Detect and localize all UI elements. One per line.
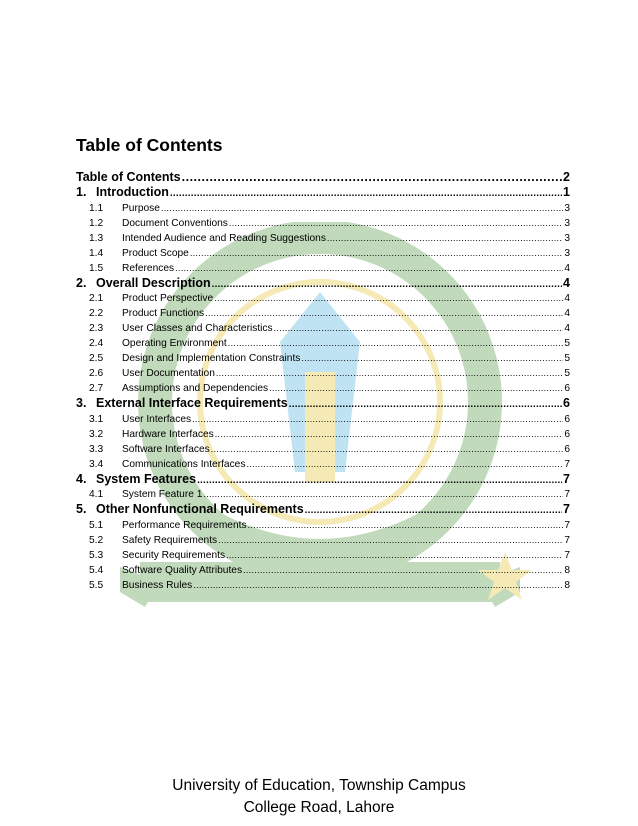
toc-entry-page: 5 — [564, 353, 570, 364]
toc-entry-number: 3. — [76, 396, 87, 410]
toc-section-2-4[interactable] — [76, 336, 570, 351]
toc-section-5-2[interactable] — [76, 533, 570, 548]
toc-chapter-3[interactable] — [76, 396, 570, 412]
toc-section-2-2[interactable] — [76, 306, 570, 321]
toc-entry-number: 5. — [76, 502, 87, 516]
toc-entry-number: 2.7 — [89, 383, 104, 394]
toc-section-4-1[interactable] — [76, 487, 570, 502]
toc-entry-label: User Interfaces — [122, 413, 192, 425]
toc-entry-page: 6 — [563, 396, 570, 410]
toc-entry-label: Software Quality Attributes — [122, 564, 243, 576]
toc-entry-label: Product Scope — [122, 247, 189, 259]
toc-entry-number: 1.4 — [89, 247, 104, 259]
dot-leader — [190, 246, 564, 261]
dot-leader — [229, 216, 563, 231]
toc-entry-number: 1.2 — [89, 217, 104, 229]
toc-entry-number: 2. — [76, 275, 87, 290]
toc-entry-number: 2.5 — [89, 353, 104, 364]
toc-entry-page: 7 — [563, 502, 570, 516]
toc-entry-page: 6 — [564, 383, 570, 394]
dot-leader — [182, 169, 562, 185]
dot-leader — [170, 185, 562, 201]
toc-entry-label: External Interface Requirements — [96, 396, 288, 410]
toc-section-5-1[interactable] — [76, 518, 570, 533]
toc-entry-number: 1.5 — [89, 262, 104, 274]
toc-section-2-7[interactable] — [76, 381, 570, 396]
footer-address — [0, 775, 638, 819]
toc-entry-label: Introduction — [96, 185, 169, 199]
dot-leader — [212, 276, 562, 292]
toc-entry-number: 5.3 — [89, 549, 104, 561]
toc-entry-label: Software Interfaces — [122, 443, 210, 455]
toc-entry-number: 4.1 — [89, 489, 104, 500]
toc-chapter-5[interactable] — [76, 502, 570, 518]
toc-entry-label: User Documentation — [122, 368, 215, 379]
toc-entry-page: 7 — [564, 549, 570, 561]
toc-entry-number: 4. — [76, 471, 87, 486]
toc-entry-page: 3 — [564, 247, 570, 259]
toc-entry-label: Product Perspective — [122, 293, 214, 304]
toc-entry-page: 6 — [564, 413, 570, 425]
toc-entry-number: 5.5 — [89, 579, 104, 591]
toc-entry-page: 2 — [563, 170, 570, 184]
toc-entry-page: 4 — [564, 293, 570, 304]
toc-entry-number: 5.1 — [89, 519, 104, 531]
toc-entry-label: Product Functions — [122, 308, 205, 319]
dot-leader — [175, 261, 563, 276]
toc-chapter-1[interactable] — [76, 185, 570, 201]
toc-entry-page: 8 — [564, 579, 570, 591]
dot-leader — [246, 457, 563, 472]
toc-section-2-1[interactable] — [76, 291, 570, 306]
dot-leader — [214, 291, 563, 306]
toc-entry-label: Overall Description — [96, 275, 211, 290]
dot-leader — [205, 306, 563, 321]
toc-entry-page: 5 — [564, 368, 570, 379]
toc-section-5-4[interactable] — [76, 563, 570, 578]
toc-entry-label: Other Nonfunctional Requirements — [96, 502, 304, 516]
toc-entry-page: 8 — [564, 564, 570, 576]
toc-section-1-4[interactable] — [76, 246, 570, 261]
toc-section-1-5[interactable] — [76, 261, 570, 276]
toc-section-2-6[interactable] — [76, 366, 570, 381]
toc-entry-page: 7 — [564, 489, 570, 500]
dot-leader — [161, 201, 563, 216]
dot-leader — [269, 381, 563, 396]
toc-entry-label: Design and Implementation Constraints — [122, 353, 301, 364]
toc-section-5-3[interactable] — [76, 548, 570, 563]
toc-entry-number: 3.2 — [89, 428, 104, 440]
toc-entry-page: 7 — [564, 519, 570, 531]
dot-leader — [193, 578, 563, 593]
toc-entry-label: Table of Contents — [76, 170, 181, 184]
toc-entry-label: Safety Requirements — [122, 534, 218, 546]
toc-entry-page: 3 — [564, 202, 570, 214]
toc-entry-number: 5.4 — [89, 564, 104, 576]
footer-line-campus: University of Education, Township Campus — [172, 777, 466, 794]
toc-section-1-3[interactable] — [76, 231, 570, 246]
toc-entry-page: 4 — [564, 308, 570, 319]
dot-leader — [228, 336, 564, 351]
toc-entry-page: 3 — [564, 232, 570, 244]
toc-entry-number: 2.4 — [89, 338, 104, 349]
toc-chapter-2[interactable] — [76, 276, 570, 292]
dot-leader — [203, 487, 563, 502]
toc-entry-label: Purpose — [122, 202, 160, 214]
toc-section-3-3[interactable] — [76, 442, 570, 457]
dot-leader — [218, 533, 563, 548]
toc-section-3-2[interactable] — [76, 427, 570, 442]
dot-leader — [248, 518, 564, 533]
toc-entry-number: 1.1 — [89, 202, 104, 214]
toc-heading: Table of Contents — [76, 135, 223, 155]
toc-entry-number: 2.1 — [89, 293, 104, 304]
toc-entry-page: 3 — [564, 217, 570, 229]
toc-entry-page: 4 — [564, 262, 570, 274]
toc-section-3-4[interactable] — [76, 457, 570, 472]
toc-entry-label: References — [122, 262, 175, 274]
toc-entry-page: 6 — [564, 443, 570, 455]
toc-entry-label: Operating Environment — [122, 338, 227, 349]
toc-entry-number: 1. — [76, 185, 87, 199]
toc-entry-label: Hardware Interfaces — [122, 428, 214, 440]
toc-section-3-1[interactable] — [76, 412, 570, 427]
toc-entry-table-of-contents[interactable] — [76, 169, 570, 185]
toc-entry-page: 4 — [564, 323, 570, 334]
toc-entry-page: 5 — [564, 338, 570, 349]
dot-leader — [216, 366, 563, 381]
toc-entry-label: Communications Interfaces — [122, 458, 246, 470]
dot-leader — [226, 548, 563, 563]
dot-leader — [301, 351, 563, 366]
toc-entry-number: 2.3 — [89, 323, 104, 334]
dot-leader — [327, 231, 563, 246]
dot-leader — [192, 412, 563, 427]
toc-entry-page: 7 — [563, 471, 570, 486]
toc-entry-label: Security Requirements — [122, 549, 226, 561]
dot-leader — [289, 396, 562, 412]
table-of-contents — [76, 135, 570, 593]
toc-entry-label: Business Rules — [122, 579, 193, 591]
toc-chapter-4[interactable] — [76, 472, 570, 488]
dot-leader — [197, 472, 562, 488]
toc-entry-number: 1.3 — [89, 232, 104, 244]
footer-line-road: College Road, Lahore — [243, 799, 395, 816]
toc-entry-number: 3.1 — [89, 413, 104, 425]
dot-leader — [274, 321, 564, 336]
toc-entry-page: 6 — [564, 428, 570, 440]
toc-section-2-5[interactable] — [76, 351, 570, 366]
toc-entry-number: 3.3 — [89, 443, 104, 455]
toc-entry-label: System Features — [96, 471, 197, 486]
toc-entry-number: 5.2 — [89, 534, 104, 546]
dot-leader — [243, 563, 563, 578]
toc-entry-label: System Feature 1 — [122, 489, 203, 500]
toc-entry-page: 4 — [563, 275, 570, 290]
toc-section-5-5[interactable] — [76, 578, 570, 593]
toc-entry-number: 2.6 — [89, 368, 104, 379]
toc-section-2-3[interactable] — [76, 321, 570, 336]
toc-list — [76, 169, 570, 593]
dot-leader — [211, 442, 564, 457]
toc-entry-page: 1 — [563, 185, 570, 199]
toc-entry-label: Document Conventions — [122, 217, 228, 229]
toc-section-1-1[interactable] — [76, 201, 570, 216]
toc-entry-label: Performance Requirements — [122, 519, 247, 531]
toc-section-1-2[interactable] — [76, 216, 570, 231]
toc-entry-label: Intended Audience and Reading Suggestions — [122, 232, 326, 244]
dot-leader — [305, 502, 562, 518]
toc-entry-number: 3.4 — [89, 458, 104, 470]
toc-entry-label: Assumptions and Dependencies — [122, 383, 269, 394]
toc-entry-page: 7 — [564, 534, 570, 546]
toc-entry-label: User Classes and Characteristics — [122, 323, 273, 334]
toc-entry-number: 2.2 — [89, 308, 104, 319]
toc-entry-page: 7 — [564, 458, 570, 470]
dot-leader — [215, 427, 564, 442]
